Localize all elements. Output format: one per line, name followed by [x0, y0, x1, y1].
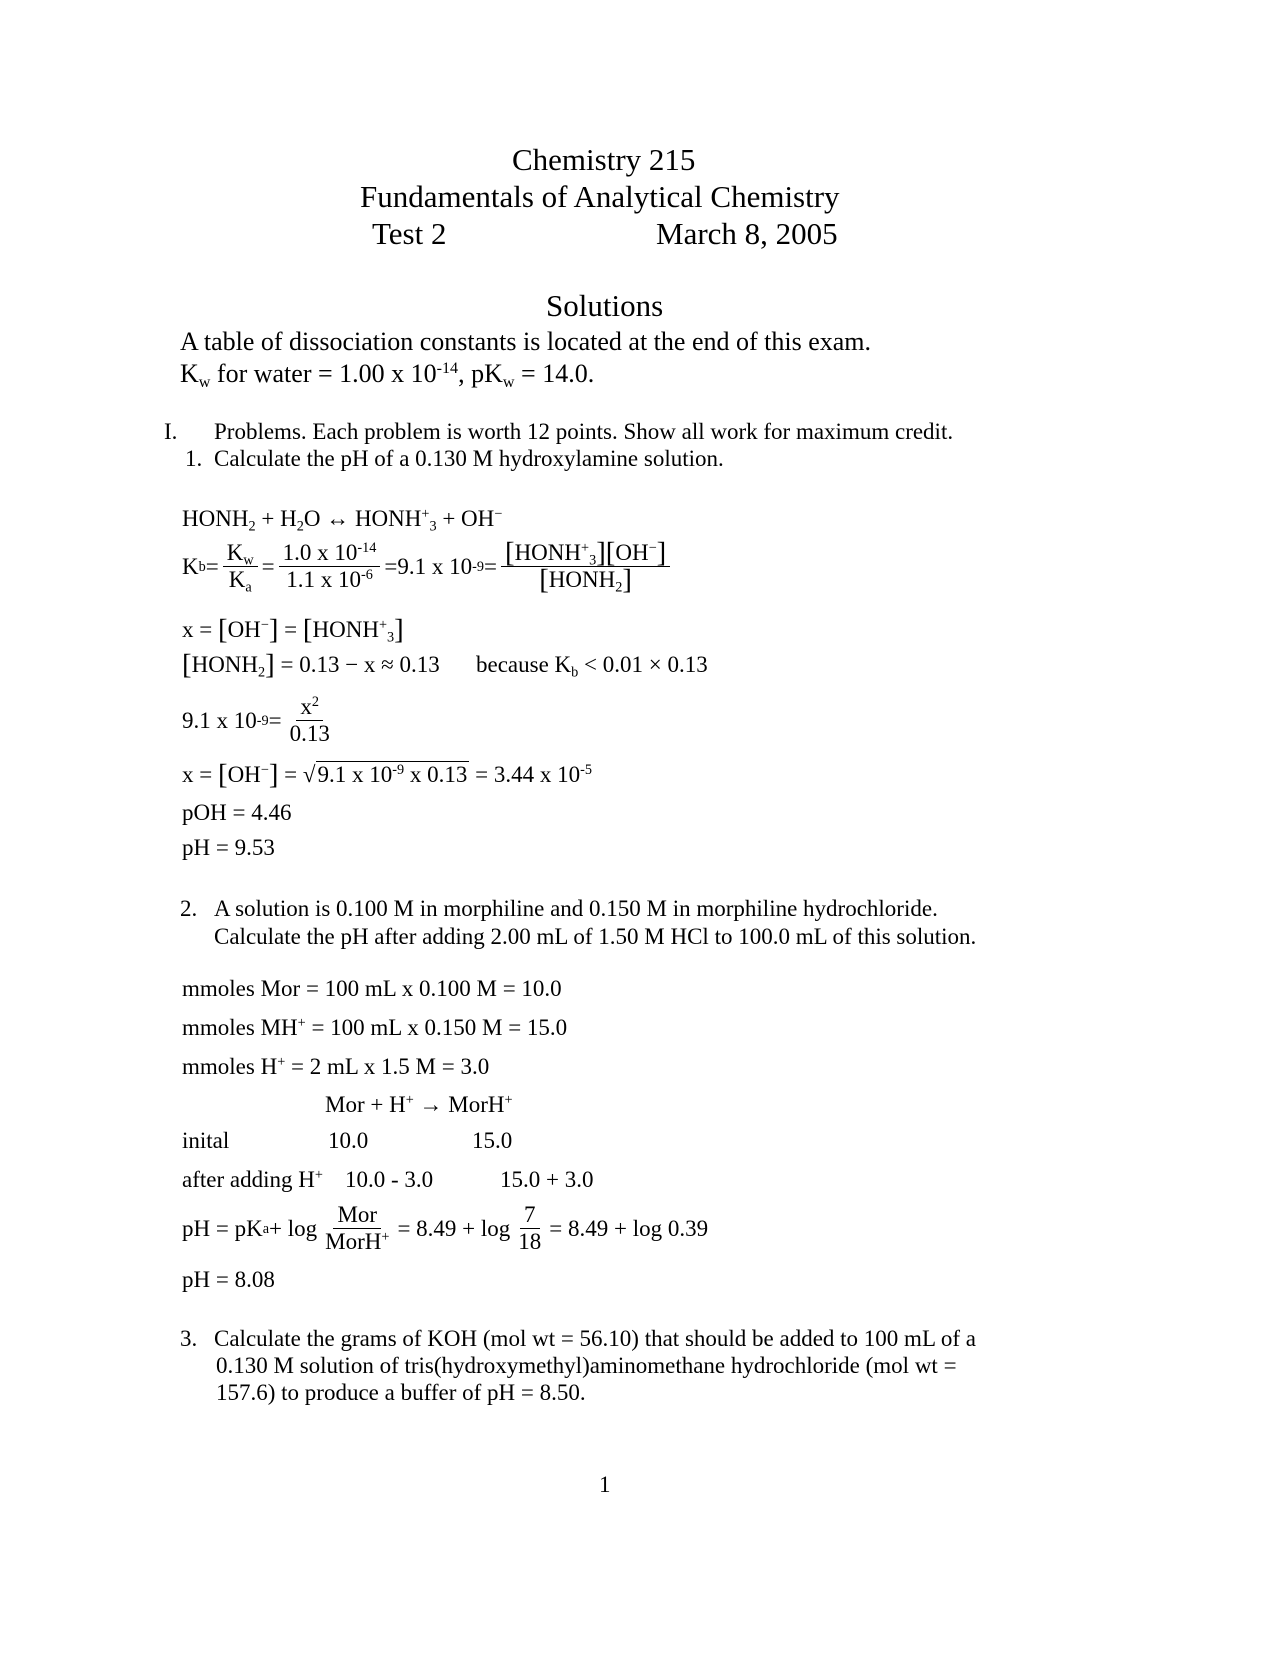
p1-approximation-reason: because $K_b < 0.01 \times 0.13$ — [476, 652, 708, 681]
p2-reaction: Mor + H+ → MorH+ — [325, 1092, 513, 1117]
page-number: 1 — [599, 1472, 611, 1497]
problem-2-text-line-2: Calculate the pH after adding 2.00 mL of 1.50 M HCl to 100.0 mL of this solution. — [214, 924, 977, 949]
p2-initial-mor: 10.0 — [328, 1128, 369, 1153]
problem-3-text-line-2: 0.130 M solution of tris(hydroxymethyl)aminomethane hydrochloride (mol wt = — [216, 1353, 957, 1378]
p2-after-mor: 10.0 - 3.0 — [345, 1167, 434, 1192]
p1-x-definition: $x = [OH^-] = [HONH^+_3]$ — [182, 613, 404, 646]
table-note: A table of dissociation constants is located at the end of this exam. — [180, 327, 872, 356]
problem-1-text: Calculate the pH of a 0.130 M hydroxylamine solution. — [214, 446, 724, 471]
p1-kb-expression: K b = $\frac{K_w}{K_a}$ = $\frac{1.0 x 10^{-14}}{1.1 x 10^{-6}}$ = 9.1 x 10 -9 = $\frac{[HONH^+_3][OH^-]}{[HONH_2]}$ — [182, 540, 674, 594]
p2-ph-result: pH = 8.08 — [182, 1267, 275, 1292]
p2-mmoles-mor: mmoles Mor = 100 mL x 0.100 M = 10.0 — [182, 976, 562, 1001]
p2-after-label: after adding H+ — [182, 1167, 323, 1192]
section-instructions: Problems. Each problem is worth 12 points. Show all work for maximum credit. — [214, 419, 954, 444]
p1-reaction: $HONH_2 + H_2O$ ↔ $HONH^+_3 + OH^-$ — [182, 506, 503, 535]
p1-concentration: $[HONH_2] = 0.13 - x \approx 0.13$ — [182, 648, 440, 681]
p1-ph: pH = 9.53 — [182, 835, 275, 860]
problem-3-text-line-3: 157.6) to produce a buffer of pH = 8.50. — [216, 1380, 586, 1405]
problem-3-number: 3. — [180, 1326, 198, 1351]
section-numeral: I. — [164, 419, 178, 444]
kw-line: $K_w$ for water = 1.00 x $10^{-14}$, $pK_w = 14.0$. — [180, 359, 595, 391]
p1-hydroxide-result: x = [OH−] = √9.1 x $10^{-9}$ x 0.13 = 3.44 x $10^{-5}$ — [182, 758, 593, 791]
p2-after-morh: 15.0 + 3.0 — [500, 1167, 594, 1192]
p2-henderson-hasselbalch: pH = pK a + log $\frac{\text{Mor}}{MorH^+}$ = 8.49 + log $\frac{7}{18}$ = 8.49 + log 0.39 — [182, 1202, 709, 1255]
problem-2-text-line-1: A solution is 0.100 M in morphiline and 0.150 M in morphiline hydrochloride. — [214, 896, 938, 921]
problem-2-number: 2. — [180, 896, 198, 921]
solutions-heading: Solutions — [546, 288, 664, 323]
problem-3-text-line-1: Calculate the grams of KOH (mol wt = 56.10) that should be added to 100 mL of a — [214, 1326, 977, 1351]
course-title: Chemistry 215 — [512, 142, 696, 177]
problem-1-number: 1. — [185, 446, 203, 471]
p2-mmoles-mh: mmoles MH+ = 100 mL x 0.150 M = 15.0 — [182, 1015, 568, 1040]
p2-initial-label: inital — [182, 1128, 230, 1153]
p2-mmoles-h: mmoles H+ = 2 mL x 1.5 M = 3.0 — [182, 1054, 490, 1079]
course-subtitle: Fundamentals of Analytical Chemistry — [360, 179, 840, 214]
p2-initial-morh: 15.0 — [472, 1128, 513, 1153]
p1-poh: pOH = 4.46 — [182, 800, 292, 825]
test-date: March 8, 2005 — [656, 216, 838, 251]
test-label: Test 2 — [372, 216, 447, 251]
p1-equilibrium-equation: 9.1 x 10 -9 = $\frac{x^2}{0.13}$ — [182, 694, 330, 747]
